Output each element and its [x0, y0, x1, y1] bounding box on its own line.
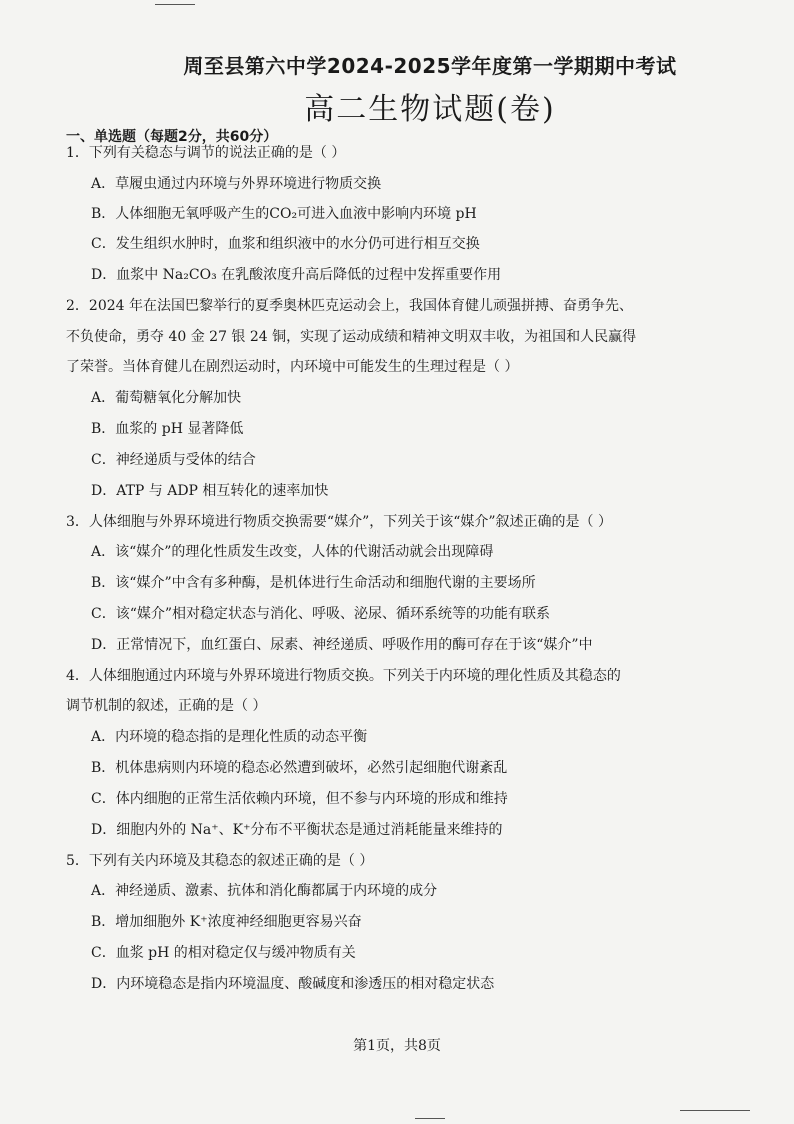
section-heading: 一、单选题（每题2分，共60分） [66, 129, 278, 145]
question-4-option-b: B．机体患病则内环境的稳态必然遭到破坏，必然引起细胞代谢紊乱 [91, 760, 508, 776]
question-3-option-c: C．该“媒介”相对稳定状态与消化、呼吸、泌尿、循环系统等的功能有联系 [91, 606, 551, 622]
exam-title: 周至县第六中学2024-2025学年度第一学期期中考试 [183, 54, 677, 78]
question-1-option-a: A．草履虫通过内环境与外界环境进行物质交换 [91, 176, 382, 192]
question-3-option-b: B．该“媒介”中含有多种酶，是机体进行生命活动和细胞代谢的主要场所 [91, 575, 536, 591]
question-5-option-c: C．血浆 pH 的相对稳定仅与缓冲物质有关 [91, 945, 356, 961]
scan-mark-top [155, 4, 195, 5]
question-4-option-c: C．体内细胞的正常生活依赖内环境，但不参与内环境的形成和维持 [91, 791, 508, 807]
question-2-stem-line-2: 不负使命，勇夺 40 金 27 银 24 铜，实现了运动成绩和精神文明双丰收，为祖国和人民赢得 [66, 329, 637, 345]
scan-mark-bottom-right [680, 1110, 750, 1111]
question-4-option-d: D．细胞内外的 Na⁺、K⁺分布不平衡状态是通过消耗能量来维持的 [91, 822, 503, 838]
question-3-option-a: A．该“媒介”的理化性质发生改变，人体的代谢活动就会出现障碍 [91, 544, 494, 560]
question-4-option-a: A．内环境的稳态指的是理化性质的动态平衡 [91, 729, 368, 745]
question-4-stem-line-1: 4．人体细胞通过内环境与外界环境进行物质交换。下列关于内环境的理化性质及其稳态的 [66, 668, 621, 684]
question-1-option-b: B．人体细胞无氧呼吸产生的CO₂可进入血液中影响内环境 pH [91, 206, 477, 222]
question-3-option-d: D．正常情况下，血红蛋白、尿素、神经递质、呼吸作用的酶可存在于该“媒介”中 [91, 637, 593, 653]
question-1-option-d: D．血浆中 Na₂CO₃ 在乳酸浓度升高后降低的过程中发挥重要作用 [91, 267, 502, 283]
question-1-option-c: C．发生组织水肿时，血浆和组织液中的水分仍可进行相互交换 [91, 236, 480, 252]
question-5-option-a: A．神经递质、激素、抗体和消化酶都属于内环境的成分 [91, 883, 438, 899]
question-4-stem-line-2: 调节机制的叙述，正确的是（ ） [66, 698, 267, 714]
scan-mark-bottom-left [415, 1118, 445, 1119]
question-1-stem: 1．下列有关稳态与调节的说法正确的是（ ） [66, 145, 346, 161]
question-2-option-d: D．ATP 与 ADP 相互转化的速率加快 [91, 483, 329, 499]
question-5-option-d: D．内环境稳态是指内环境温度、酸碱度和渗透压的相对稳定状态 [91, 976, 495, 992]
question-2-option-c: C．神经递质与受体的结合 [91, 452, 256, 468]
question-5-option-b: B．增加细胞外 K⁺浓度神经细胞更容易兴奋 [91, 914, 362, 930]
exam-subtitle: 高二生物试题(卷) [304, 92, 556, 127]
page-number: 第1页，共8页 [353, 1038, 441, 1054]
question-2-stem-line-3: 了荣誉。当体育健儿在剧烈运动时，内环境中可能发生的生理过程是（ ） [66, 359, 519, 375]
question-2-stem-line-1: 2．2024 年在法国巴黎举行的夏季奥林匹克运动会上，我国体育健儿顽强拼搏、奋勇争先、 [66, 298, 633, 314]
question-2-option-b: B．血浆的 pH 显著降低 [91, 421, 244, 437]
question-5-stem: 5．下列有关内环境及其稳态的叙述正确的是（ ） [66, 853, 374, 869]
question-2-option-a: A．葡萄糖氧化分解加快 [91, 390, 242, 406]
question-3-stem: 3．人体细胞与外界环境进行物质交换需要“媒介”，下列关于该“媒介”叙述正确的是（ ） [66, 514, 612, 530]
